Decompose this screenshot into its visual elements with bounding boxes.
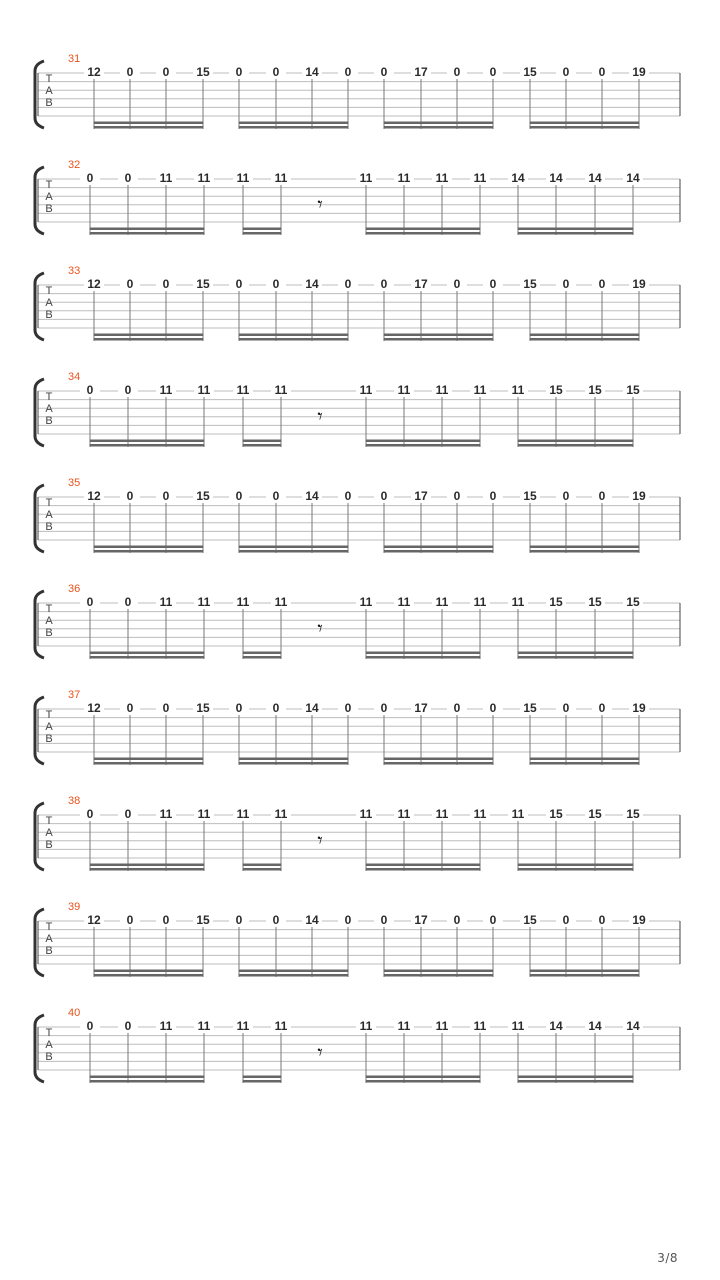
beam-primary bbox=[384, 974, 494, 977]
fret-number: 15 bbox=[626, 807, 640, 821]
fret-number: 11 bbox=[159, 171, 173, 185]
beam-secondary bbox=[518, 1076, 634, 1079]
page-number: 3/8 bbox=[657, 1251, 678, 1265]
fret-number: 11 bbox=[236, 807, 250, 821]
tab-clef-letter: A bbox=[45, 509, 53, 521]
beam-secondary bbox=[530, 758, 640, 761]
fret-number: 11 bbox=[159, 595, 173, 609]
fret-number: 0 bbox=[235, 65, 243, 79]
fret-number: 14 bbox=[626, 171, 640, 185]
fret-number: 0 bbox=[124, 807, 132, 821]
system-bracket bbox=[35, 273, 44, 340]
fret-number: 0 bbox=[126, 65, 134, 79]
fret-number: 14 bbox=[305, 913, 319, 927]
fret-number: 11 bbox=[397, 383, 411, 397]
fret-number: 0 bbox=[453, 277, 461, 291]
fret-number: 0 bbox=[344, 913, 352, 927]
fret-number: 15 bbox=[626, 595, 640, 609]
fret-number: 15 bbox=[549, 595, 563, 609]
fret-number: 0 bbox=[272, 701, 280, 715]
beam-primary bbox=[94, 126, 204, 129]
fret-number: 11 bbox=[435, 383, 449, 397]
fret-number: 11 bbox=[511, 807, 525, 821]
fret-number: 15 bbox=[196, 489, 210, 503]
fret-number: 0 bbox=[489, 913, 497, 927]
fret-number: 0 bbox=[86, 1019, 94, 1033]
beam-primary bbox=[94, 550, 204, 553]
fret-number: 11 bbox=[435, 1019, 449, 1033]
beam-secondary bbox=[94, 970, 204, 973]
beam-secondary bbox=[90, 228, 205, 231]
fret-number: 0 bbox=[380, 913, 388, 927]
fret-number: 0 bbox=[344, 277, 352, 291]
beam-secondary bbox=[384, 970, 494, 973]
measure-number: 34 bbox=[68, 371, 81, 383]
fret-number: 11 bbox=[159, 807, 173, 821]
beam-secondary bbox=[366, 652, 481, 655]
fret-number: 0 bbox=[86, 171, 94, 185]
tab-clef-letter: T bbox=[45, 921, 53, 933]
beam-secondary bbox=[239, 970, 349, 973]
beam-primary bbox=[518, 444, 634, 447]
beam-primary bbox=[366, 232, 481, 235]
fret-number: 11 bbox=[236, 383, 250, 397]
beam-secondary bbox=[366, 1076, 481, 1079]
fret-number: 0 bbox=[126, 701, 134, 715]
fret-number: 0 bbox=[162, 65, 170, 79]
fret-number: 15 bbox=[523, 65, 537, 79]
beam-secondary bbox=[239, 334, 349, 337]
tab-clef-letter: B bbox=[45, 945, 53, 957]
fret-number: 0 bbox=[562, 65, 570, 79]
fret-number: 14 bbox=[549, 171, 563, 185]
beam-secondary bbox=[366, 440, 481, 443]
beam-primary bbox=[90, 868, 205, 871]
fret-number: 17 bbox=[414, 65, 428, 79]
fret-number: 14 bbox=[549, 1019, 563, 1033]
beam-primary bbox=[518, 1080, 634, 1083]
system-bracket bbox=[35, 697, 44, 764]
beam-secondary bbox=[530, 122, 640, 125]
beam-secondary bbox=[530, 334, 640, 337]
beam-secondary bbox=[90, 864, 205, 867]
beam-primary bbox=[518, 232, 634, 235]
beam-primary bbox=[384, 762, 494, 765]
beam-secondary bbox=[243, 1076, 282, 1079]
tab-clef-letter: A bbox=[45, 1039, 53, 1051]
beam-primary bbox=[239, 974, 349, 977]
tab-clef-letter: A bbox=[45, 403, 53, 415]
beam-primary bbox=[518, 656, 634, 659]
eighth-rest: 𝄾 bbox=[317, 616, 323, 640]
fret-number: 11 bbox=[473, 171, 487, 185]
fret-number: 11 bbox=[359, 383, 373, 397]
fret-number: 15 bbox=[549, 383, 563, 397]
fret-number: 0 bbox=[562, 913, 570, 927]
fret-number: 11 bbox=[511, 595, 525, 609]
fret-number: 0 bbox=[235, 277, 243, 291]
beam-secondary bbox=[530, 546, 640, 549]
measure-number: 32 bbox=[68, 159, 81, 171]
fret-number: 11 bbox=[197, 171, 211, 185]
fret-number: 0 bbox=[598, 701, 606, 715]
fret-number: 19 bbox=[632, 65, 646, 79]
fret-number: 11 bbox=[473, 383, 487, 397]
tab-clef-letter: B bbox=[45, 733, 53, 745]
tab-system bbox=[35, 371, 680, 447]
system-bracket bbox=[35, 909, 44, 976]
fret-number: 17 bbox=[414, 701, 428, 715]
beam-secondary bbox=[90, 1076, 205, 1079]
fret-number: 0 bbox=[562, 701, 570, 715]
system-bracket bbox=[35, 61, 44, 128]
fret-number: 0 bbox=[453, 489, 461, 503]
beam-secondary bbox=[243, 864, 282, 867]
fret-number: 0 bbox=[598, 65, 606, 79]
beam-primary bbox=[239, 338, 349, 341]
beam-secondary bbox=[94, 122, 204, 125]
tab-clef-letter: T bbox=[45, 709, 53, 721]
beam-primary bbox=[243, 656, 282, 659]
tab-system bbox=[35, 795, 680, 871]
fret-number: 14 bbox=[305, 701, 319, 715]
fret-number: 15 bbox=[523, 701, 537, 715]
beam-secondary bbox=[518, 228, 634, 231]
tab-system bbox=[35, 53, 680, 129]
fret-number: 17 bbox=[414, 277, 428, 291]
measure-number: 39 bbox=[68, 901, 81, 913]
tab-system bbox=[35, 689, 680, 765]
measure-number: 40 bbox=[68, 1007, 81, 1019]
fret-number: 11 bbox=[397, 807, 411, 821]
beam-secondary bbox=[384, 758, 494, 761]
fret-number: 12 bbox=[87, 913, 101, 927]
tab-system bbox=[35, 583, 680, 659]
beam-secondary bbox=[366, 228, 481, 231]
beam-secondary bbox=[90, 440, 205, 443]
fret-number: 0 bbox=[344, 489, 352, 503]
tab-clef-letter: T bbox=[45, 179, 53, 191]
fret-number: 11 bbox=[197, 1019, 211, 1033]
beam-primary bbox=[94, 762, 204, 765]
fret-number: 0 bbox=[489, 489, 497, 503]
beam-primary bbox=[384, 338, 494, 341]
beam-secondary bbox=[94, 334, 204, 337]
fret-number: 0 bbox=[380, 65, 388, 79]
fret-number: 11 bbox=[236, 1019, 250, 1033]
fret-number: 0 bbox=[124, 1019, 132, 1033]
fret-number: 15 bbox=[523, 489, 537, 503]
system-bracket bbox=[35, 167, 44, 234]
fret-number: 15 bbox=[588, 383, 602, 397]
beam-secondary bbox=[239, 758, 349, 761]
fret-number: 17 bbox=[414, 489, 428, 503]
fret-number: 0 bbox=[489, 277, 497, 291]
fret-number: 0 bbox=[162, 277, 170, 291]
fret-number: 11 bbox=[274, 595, 288, 609]
beam-secondary bbox=[243, 652, 282, 655]
beam-primary bbox=[384, 550, 494, 553]
beam-secondary bbox=[366, 864, 481, 867]
fret-number: 15 bbox=[196, 277, 210, 291]
beam-primary bbox=[530, 974, 640, 977]
fret-number: 11 bbox=[274, 383, 288, 397]
fret-number: 14 bbox=[305, 489, 319, 503]
beam-primary bbox=[518, 868, 634, 871]
tab-clef-letter: A bbox=[45, 191, 53, 203]
beam-secondary bbox=[518, 652, 634, 655]
fret-number: 11 bbox=[274, 1019, 288, 1033]
fret-number: 19 bbox=[632, 701, 646, 715]
fret-number: 0 bbox=[380, 277, 388, 291]
fret-number: 14 bbox=[588, 1019, 602, 1033]
fret-number: 14 bbox=[511, 171, 525, 185]
fret-number: 0 bbox=[272, 489, 280, 503]
tab-system bbox=[35, 159, 680, 235]
fret-number: 15 bbox=[626, 383, 640, 397]
fret-number: 11 bbox=[359, 1019, 373, 1033]
measure-number: 33 bbox=[68, 265, 81, 277]
fret-number: 11 bbox=[359, 595, 373, 609]
fret-number: 0 bbox=[235, 489, 243, 503]
fret-number: 11 bbox=[236, 171, 250, 185]
eighth-rest: 𝄾 bbox=[317, 192, 323, 216]
fret-number: 0 bbox=[598, 489, 606, 503]
beam-secondary bbox=[384, 122, 494, 125]
tab-clef-letter: T bbox=[45, 1027, 53, 1039]
fret-number: 15 bbox=[588, 807, 602, 821]
fret-number: 0 bbox=[380, 489, 388, 503]
beam-primary bbox=[366, 656, 481, 659]
measure-number: 35 bbox=[68, 477, 81, 489]
system-bracket bbox=[35, 591, 44, 658]
fret-number: 14 bbox=[305, 65, 319, 79]
tab-clef-letter: A bbox=[45, 933, 53, 945]
fret-number: 14 bbox=[626, 1019, 640, 1033]
tab-clef-letter: B bbox=[45, 97, 53, 109]
fret-number: 11 bbox=[197, 807, 211, 821]
fret-number: 11 bbox=[197, 383, 211, 397]
tab-clef-letter: A bbox=[45, 721, 53, 733]
fret-number: 0 bbox=[124, 595, 132, 609]
fret-number: 11 bbox=[435, 171, 449, 185]
tab-system bbox=[35, 265, 680, 341]
beam-primary bbox=[530, 550, 640, 553]
fret-number: 0 bbox=[453, 701, 461, 715]
tab-clef-letter: B bbox=[45, 627, 53, 639]
fret-number: 15 bbox=[588, 595, 602, 609]
fret-number: 11 bbox=[159, 383, 173, 397]
fret-number: 11 bbox=[511, 383, 525, 397]
fret-number: 19 bbox=[632, 277, 646, 291]
fret-number: 14 bbox=[588, 171, 602, 185]
beam-secondary bbox=[243, 228, 282, 231]
measure-number: 38 bbox=[68, 795, 81, 807]
fret-number: 15 bbox=[196, 65, 210, 79]
tab-clef-letter: B bbox=[45, 203, 53, 215]
beam-secondary bbox=[94, 758, 204, 761]
fret-number: 0 bbox=[235, 701, 243, 715]
beam-primary bbox=[243, 444, 282, 447]
beam-primary bbox=[239, 762, 349, 765]
tab-clef-letter: T bbox=[45, 285, 53, 297]
beam-secondary bbox=[518, 440, 634, 443]
tab-clef-letter: A bbox=[45, 615, 53, 627]
fret-number: 19 bbox=[632, 913, 646, 927]
measure-number: 31 bbox=[68, 53, 81, 65]
fret-number: 0 bbox=[380, 701, 388, 715]
fret-number: 19 bbox=[632, 489, 646, 503]
fret-number: 11 bbox=[435, 595, 449, 609]
eighth-rest: 𝄾 bbox=[317, 1040, 323, 1064]
fret-number: 12 bbox=[87, 701, 101, 715]
beam-secondary bbox=[239, 546, 349, 549]
beam-primary bbox=[90, 656, 205, 659]
tab-clef-letter: B bbox=[45, 309, 53, 321]
fret-number: 11 bbox=[397, 171, 411, 185]
fret-number: 15 bbox=[196, 913, 210, 927]
beam-secondary bbox=[384, 334, 494, 337]
tab-clef-letter: T bbox=[45, 815, 53, 827]
fret-number: 0 bbox=[598, 277, 606, 291]
fret-number: 0 bbox=[86, 383, 94, 397]
fret-number: 12 bbox=[87, 489, 101, 503]
beam-secondary bbox=[243, 440, 282, 443]
fret-number: 11 bbox=[274, 807, 288, 821]
fret-number: 11 bbox=[511, 1019, 525, 1033]
tab-clef-letter: B bbox=[45, 415, 53, 427]
tab-clef-letter: A bbox=[45, 85, 53, 97]
tab-clef-letter: T bbox=[45, 497, 53, 509]
fret-number: 0 bbox=[344, 701, 352, 715]
measure-number: 36 bbox=[68, 583, 81, 595]
beam-primary bbox=[366, 444, 481, 447]
beam-secondary bbox=[90, 652, 205, 655]
system-bracket bbox=[35, 803, 44, 870]
beam-primary bbox=[530, 762, 640, 765]
fret-number: 0 bbox=[272, 65, 280, 79]
fret-number: 11 bbox=[473, 1019, 487, 1033]
eighth-rest: 𝄾 bbox=[317, 404, 323, 428]
tab-clef-letter: T bbox=[45, 603, 53, 615]
beam-primary bbox=[243, 232, 282, 235]
fret-number: 12 bbox=[87, 65, 101, 79]
fret-number: 0 bbox=[162, 489, 170, 503]
fret-number: 0 bbox=[124, 171, 132, 185]
fret-number: 15 bbox=[523, 913, 537, 927]
fret-number: 0 bbox=[126, 489, 134, 503]
beam-primary bbox=[530, 126, 640, 129]
fret-number: 0 bbox=[126, 913, 134, 927]
fret-number: 12 bbox=[87, 277, 101, 291]
beam-primary bbox=[366, 1080, 481, 1083]
tab-clef-letter: T bbox=[45, 73, 53, 85]
system-bracket bbox=[35, 379, 44, 446]
tab-clef-letter: B bbox=[45, 1051, 53, 1063]
tab-system bbox=[35, 477, 680, 553]
beam-secondary bbox=[530, 970, 640, 973]
fret-number: 0 bbox=[453, 65, 461, 79]
fret-number: 15 bbox=[549, 807, 563, 821]
fret-number: 0 bbox=[86, 595, 94, 609]
beam-secondary bbox=[94, 546, 204, 549]
tab-clef-letter: B bbox=[45, 839, 53, 851]
fret-number: 11 bbox=[159, 1019, 173, 1033]
beam-secondary bbox=[518, 864, 634, 867]
fret-number: 17 bbox=[414, 913, 428, 927]
fret-number: 0 bbox=[598, 913, 606, 927]
fret-number: 0 bbox=[344, 65, 352, 79]
fret-number: 15 bbox=[196, 701, 210, 715]
beam-primary bbox=[243, 1080, 282, 1083]
system-bracket bbox=[35, 485, 44, 552]
fret-number: 11 bbox=[473, 595, 487, 609]
fret-number: 0 bbox=[489, 701, 497, 715]
fret-number: 0 bbox=[453, 913, 461, 927]
fret-number: 0 bbox=[562, 489, 570, 503]
beam-primary bbox=[243, 868, 282, 871]
beam-primary bbox=[384, 126, 494, 129]
fret-number: 11 bbox=[397, 1019, 411, 1033]
tab-system bbox=[35, 901, 680, 977]
fret-number: 0 bbox=[126, 277, 134, 291]
fret-number: 11 bbox=[359, 807, 373, 821]
beam-primary bbox=[239, 126, 349, 129]
fret-number: 0 bbox=[162, 913, 170, 927]
tab-clef-letter: B bbox=[45, 521, 53, 533]
measure-number: 37 bbox=[68, 689, 81, 701]
beam-secondary bbox=[239, 122, 349, 125]
beam-primary bbox=[530, 338, 640, 341]
fret-number: 11 bbox=[359, 171, 373, 185]
beam-primary bbox=[366, 868, 481, 871]
fret-number: 11 bbox=[197, 595, 211, 609]
fret-number: 0 bbox=[489, 65, 497, 79]
beam-primary bbox=[90, 1080, 205, 1083]
fret-number: 0 bbox=[562, 277, 570, 291]
fret-number: 11 bbox=[274, 171, 288, 185]
fret-number: 0 bbox=[162, 701, 170, 715]
fret-number: 15 bbox=[523, 277, 537, 291]
fret-number: 0 bbox=[124, 383, 132, 397]
eighth-rest: 𝄾 bbox=[317, 828, 323, 852]
fret-number: 14 bbox=[305, 277, 319, 291]
tab-system bbox=[35, 1007, 680, 1083]
tab-clef-letter: T bbox=[45, 391, 53, 403]
beam-primary bbox=[94, 974, 204, 977]
fret-number: 11 bbox=[435, 807, 449, 821]
tab-clef-letter: A bbox=[45, 297, 53, 309]
beam-primary bbox=[90, 232, 205, 235]
fret-number: 11 bbox=[236, 595, 250, 609]
fret-number: 0 bbox=[272, 913, 280, 927]
fret-number: 0 bbox=[272, 277, 280, 291]
fret-number: 0 bbox=[86, 807, 94, 821]
fret-number: 11 bbox=[473, 807, 487, 821]
beam-secondary bbox=[384, 546, 494, 549]
beam-primary bbox=[94, 338, 204, 341]
tab-clef-letter: A bbox=[45, 827, 53, 839]
beam-primary bbox=[90, 444, 205, 447]
system-bracket bbox=[35, 1015, 44, 1082]
fret-number: 11 bbox=[397, 595, 411, 609]
fret-number: 0 bbox=[235, 913, 243, 927]
beam-primary bbox=[239, 550, 349, 553]
